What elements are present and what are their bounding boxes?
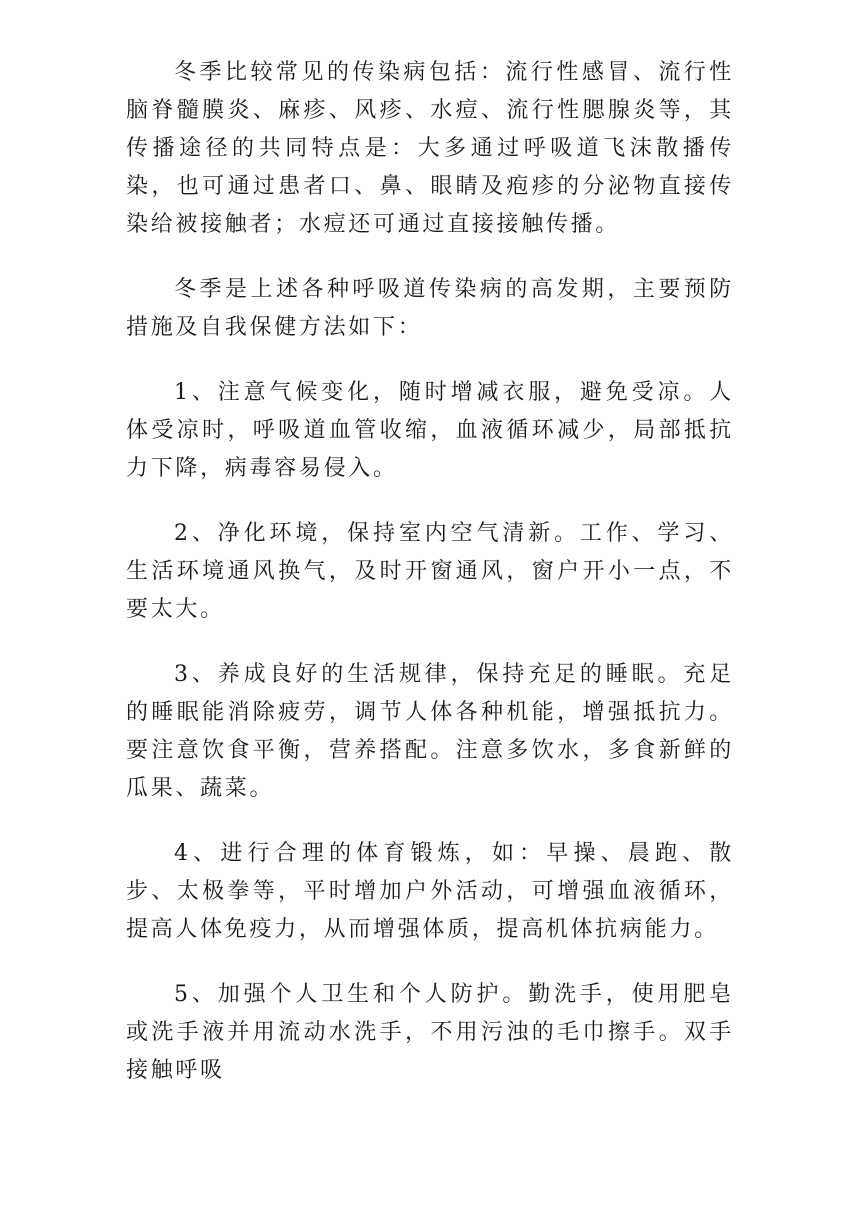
paragraph-item-1: 1、注意气候变化，随时增减衣服，避免受凉。人体受凉时，呼吸道血管收缩，血液循环减少，局部抵抗力下降，病毒容易侵入。 bbox=[126, 380, 734, 481]
paragraph-item-4: 4、进行合理的体育锻炼，如：早操、晨跑、散步、太极拳等，平时增加户外活动，可增强血液循环，提高人体免疫力，从而增强体质，提高机体抗病能力。 bbox=[126, 841, 734, 942]
paragraph-item-2: 2、净化环境，保持室内空气清新。工作、学习、生活环境通风换气，及时开窗通风，窗户开小一点，不要太大。 bbox=[126, 521, 734, 622]
paragraph-item-3: 3、养成良好的生活规律，保持充足的睡眠。充足的睡眠能消除疲劳，调节人体各种机能，增强抵抗力。要注意饮食平衡，营养搭配。注意多饮水，多食新鲜的瓜果、蔬菜。 bbox=[126, 662, 734, 801]
paragraph-prevention-intro: 冬季是上述各种呼吸道传染病的高发期，主要预防措施及自我保健方法如下： bbox=[126, 277, 734, 340]
paragraph-item-5: 5、加强个人卫生和个人防护。勤洗手，使用肥皂或洗手液并用流动水洗手，不用污浊的毛巾擦手。双手接触呼吸 bbox=[126, 982, 734, 1083]
paragraph-intro: 冬季比较常见的传染病包括：流行性感冒、流行性脑脊髓膜炎、麻疹、风疹、水痘、流行性腮腺炎等，其传播途径的共同特点是：大多通过呼吸道飞沫散播传染，也可通过患者口、鼻、眼睛及疱疹的分泌物直接传染给被接触者；水痘还可通过直接接触传播。 bbox=[126, 60, 734, 237]
document-body bbox=[126, 54, 734, 1117]
